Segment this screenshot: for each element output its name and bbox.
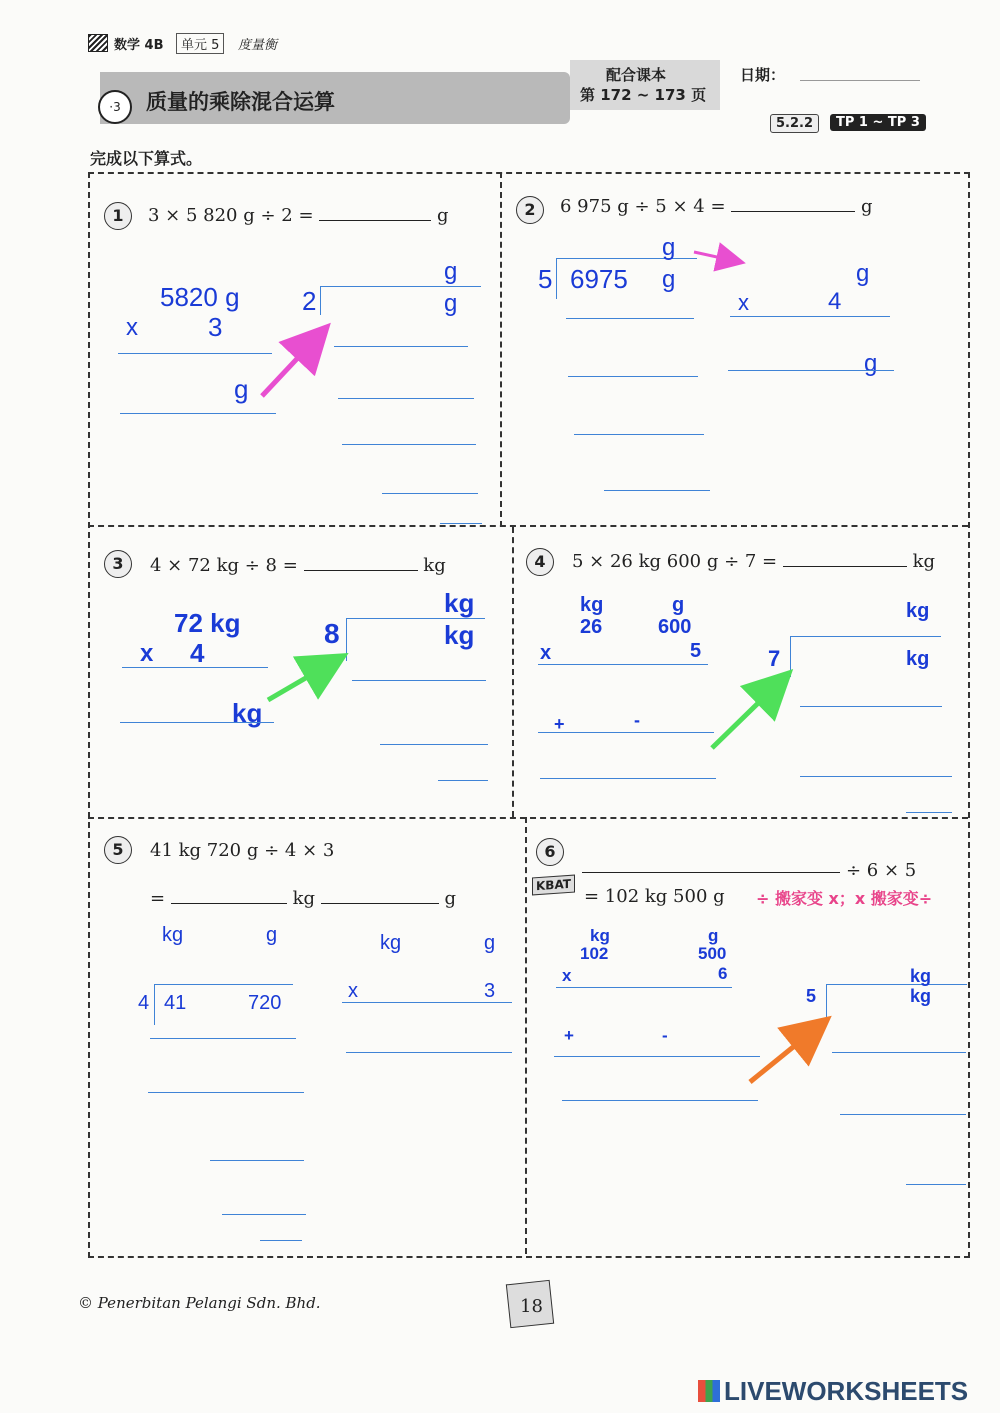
q4-work-kg-value: 26 — [580, 616, 603, 638]
q5-work2-unit-g: g — [484, 932, 496, 954]
q1-work-value: 5820 g — [160, 282, 240, 312]
q4-divisor: 7 — [768, 646, 781, 671]
q4-quotient-unit: kg — [906, 600, 930, 622]
question-number-6: 6 — [536, 838, 564, 866]
tp-badge: TP 1 ~ TP 3 — [830, 114, 926, 131]
q4-work-multiplier: 5 — [690, 640, 702, 662]
q6-dividend-unit: kg — [910, 986, 932, 1006]
q1-arrow — [262, 330, 324, 396]
q5-divisor: 4 — [138, 992, 150, 1014]
q6-quotient-unit: kg — [910, 966, 932, 986]
q2-work-unit: g — [856, 260, 870, 287]
q5-work2-unit-kg: kg — [380, 932, 402, 954]
q6-divisor: 5 — [806, 986, 817, 1006]
q3-divisor: 8 — [324, 618, 340, 649]
q6-work-minus: - — [662, 1026, 668, 1045]
liveworksheets-logo-icon — [698, 1380, 720, 1402]
q5-unit-kg: kg — [292, 888, 315, 909]
q1-work-multiply: x — [126, 314, 138, 341]
q1-unit: g — [437, 205, 449, 226]
q2-divisor: 5 — [538, 264, 553, 294]
question-number-2: 2 — [516, 196, 544, 224]
page-number: 18 — [520, 1296, 543, 1317]
question-number-5: 5 — [104, 836, 132, 864]
q4-expression-text: 5 × 26 kg 600 g ÷ 7 = — [572, 551, 778, 572]
page-title: 质量的乘除混合运算 — [146, 90, 335, 114]
unit-label: 单元 5 — [176, 33, 224, 54]
q5-unit-g: g — [444, 888, 456, 909]
q4-work-g-value: 600 — [658, 616, 692, 638]
q1-quotient-unit: g — [444, 258, 458, 285]
lightbulb-icon: ·3 — [98, 90, 132, 124]
q4-work-unit-kg: kg — [580, 594, 604, 616]
q6-work-g-value: 500 — [698, 944, 727, 963]
instruction: 完成以下算式。 — [90, 149, 203, 168]
q5-dividend-g: 720 — [248, 992, 282, 1014]
q3-work-multiplier: 4 — [190, 638, 205, 668]
q6-hint: ÷ 搬家变 x；x 搬家变÷ — [756, 889, 933, 908]
q1-work-unit: g — [234, 374, 249, 404]
q3-work-value: 72 kg — [174, 608, 241, 638]
q1-dividend-unit: g — [444, 290, 458, 317]
q5-expression: 41 kg 720 g ÷ 4 × 3 — [150, 840, 335, 861]
q2-dividend-unit: g — [662, 266, 676, 293]
book-label: 数学 4B — [114, 38, 164, 53]
q3-quotient-unit: kg — [444, 588, 475, 618]
q4-dividend-unit: kg — [906, 648, 930, 670]
textbook-ref-label: 配合课本 — [606, 66, 667, 84]
q3-arrow — [268, 658, 340, 700]
q4-work-plus: + — [554, 714, 565, 734]
q5-work-unit-kg: kg — [162, 924, 184, 946]
q6-arrow — [750, 1022, 824, 1082]
q5-equals: = — [150, 888, 166, 909]
q5-work2-multiply: x — [348, 980, 358, 1002]
question-number-4: 4 — [526, 548, 554, 576]
q6-work-kg-value: 102 — [580, 944, 609, 963]
q5-dividend-kg: 41 — [164, 992, 187, 1014]
q2-unit: g — [861, 196, 873, 217]
question-number-3: 3 — [104, 550, 132, 578]
q6-expression-tail: ÷ 6 × 5 — [846, 860, 917, 881]
q6-expression-result: = 102 kg 500 g — [584, 886, 725, 907]
brand-logo: LIVEWORKSHEETS — [724, 1376, 969, 1406]
q1-expression-text: 3 × 5 820 g ÷ 2 = — [148, 205, 314, 226]
topic-label: 度量衡 — [238, 38, 278, 53]
q2-dividend: 6975 — [570, 264, 628, 294]
q6-work-multiplier: 6 — [718, 964, 728, 983]
q3-work-multiply: x — [140, 640, 154, 667]
q6-work-multiply: x — [562, 966, 572, 985]
q4-work-minus: - — [634, 710, 640, 730]
q6-work-unit-g: g — [708, 926, 719, 945]
q2-answer-unit: g — [864, 350, 878, 377]
kbat-badge: KBAT — [532, 874, 575, 895]
q6-work-unit-kg: kg — [590, 926, 610, 945]
copyright: © Penerbitan Pelangi Sdn. Bhd. — [78, 1294, 321, 1312]
q6-work-plus: + — [564, 1026, 574, 1045]
section-code: 5.2.2 — [770, 114, 819, 133]
q2-quotient-unit: g — [662, 234, 676, 261]
q4-unit: kg — [912, 551, 936, 572]
q4-work-unit-g: g — [672, 594, 685, 616]
q5-work-unit-g: g — [266, 924, 278, 946]
q2-arrow — [694, 252, 740, 262]
q3-dividend-unit: kg — [444, 620, 475, 650]
q2-work-multiply: x — [738, 290, 749, 315]
q2-expression-text: 6 975 g ÷ 5 × 4 = — [560, 196, 726, 217]
q4-work-multiply: x — [540, 642, 552, 664]
q1-divisor: 2 — [302, 286, 317, 316]
date-label: 日期： — [740, 66, 786, 84]
q4-arrow — [712, 676, 786, 748]
q5-work2-multiplier: 3 — [484, 980, 496, 1002]
q3-unit: kg — [423, 555, 446, 576]
question-number-1: 1 — [104, 202, 132, 230]
q3-work-unit: kg — [232, 698, 263, 728]
textbook-ref-pages: 第 172 ~ 173 页 — [580, 86, 707, 104]
q1-work-multiplier: 3 — [208, 312, 223, 342]
q2-work-multiplier: 4 — [828, 288, 842, 315]
q3-expression-text: 4 × 72 kg ÷ 8 = — [150, 555, 298, 576]
